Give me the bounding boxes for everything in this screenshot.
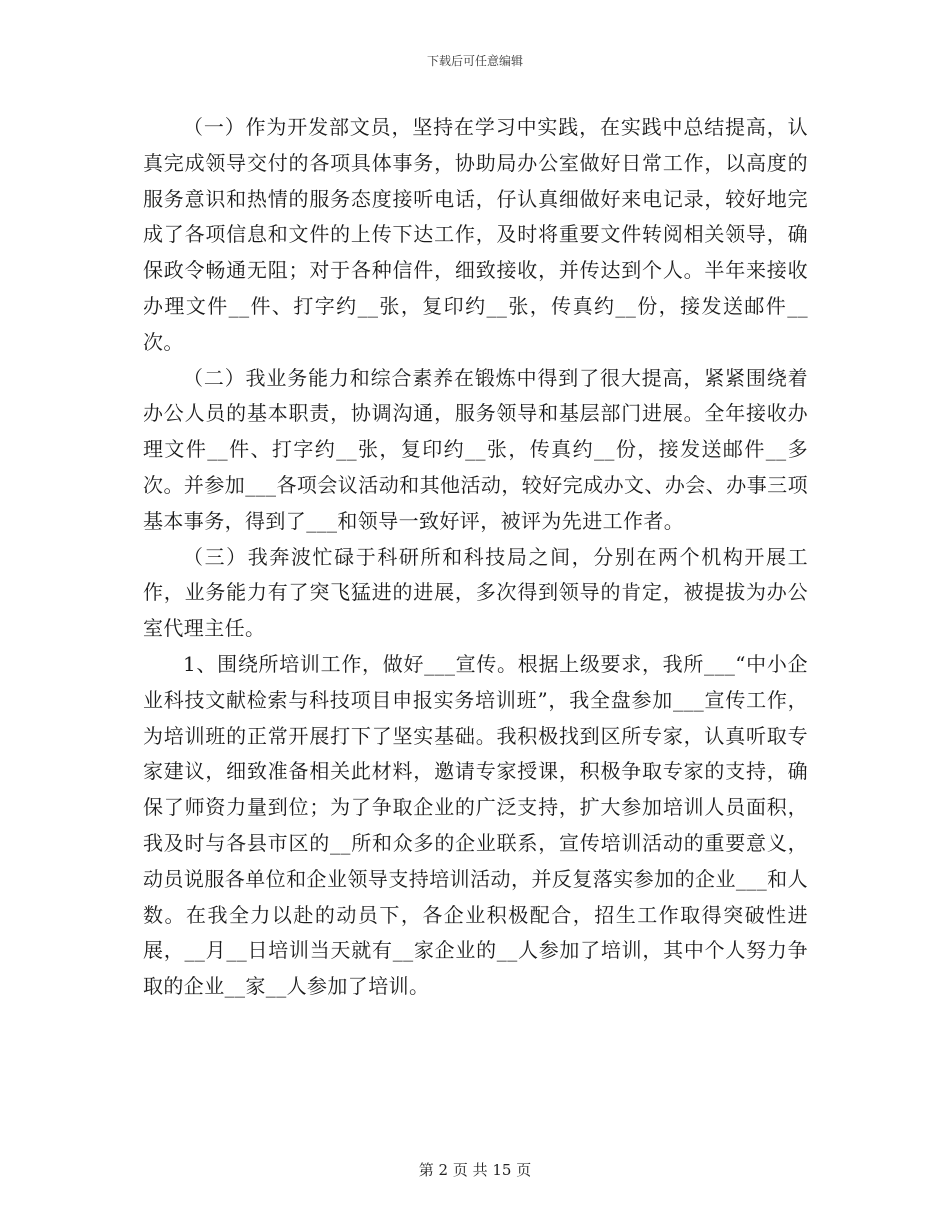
paragraph-1: （一）作为开发部文员，坚持在学习中实践，在实践中总结提高，认真完成领导交付的各项具体事务，协助局办公室做好日常工作，以高度的服务意识和热情的服务态度接听电话，仔认真细做好来电记录，较好地完成了各项信息和文件的上传下达工作，及时将重要文件转阅相关领导，确保政令畅通无阻；对于各种信件，细致接收，并传达到个人。半年来接收办理文件__件、打字约__张，复印约__张，传真约__份，接发送邮件__次。 [143,115,808,354]
page-header: 下载后可任意编辑 [426,54,523,68]
paragraph-2: （二）我业务能力和综合素养在锻炼中得到了很大提高，紧紧围绕着办公人员的基本职责，协调沟通，服务领导和基层部门进展。全年接收办理文件__件、打字约__张，复印约__张，传真约__份，接发送邮件__多次。并参加___各项会议活动和其他活动，较好完成办文、办会、办事三项基本事务，得到了___和领导一致好评，被评为先进工作者。 [143,365,808,533]
page-footer: 第 2 页 共 15 页 [418,1161,532,1179]
document-body [143,110,808,1005]
paragraph-4: 1、围绕所培训工作，做好___宣传。根据上级要求，我所___“中小企业科技文献检索与科技项目申报实务培训班”，我全盘参加___宣传工作，为培训班的正常开展打下了坚实基础。我积极找到区所专家，认真听取专家建议，细致准备相关此材料，邀请专家授课，积极争取专家的支持，确保了师资力量到位；为了争取企业的广泛支持，扩大参加培训人员面积，我及时与各县市区的__所和众多的企业联系，宣传培训活动的重要意义，动员说服各单位和企业领导支持培训活动，并反复落实参加的企业___和人数。在我全力以赴的动员下，各企业积极配合，招生工作取得突破性进展，__月__日培训当天就有__家企业的__人参加了培训，其中个人努力争取的企业__家__人参加了培训。 [143,651,808,999]
paragraph-3: （三）我奔波忙碌于科研所和科技局之间，分别在两个机构开展工作，业务能力有了突飞猛进的进展，多次得到领导的肯定，被提拔为办公室代理主任。 [143,544,808,641]
